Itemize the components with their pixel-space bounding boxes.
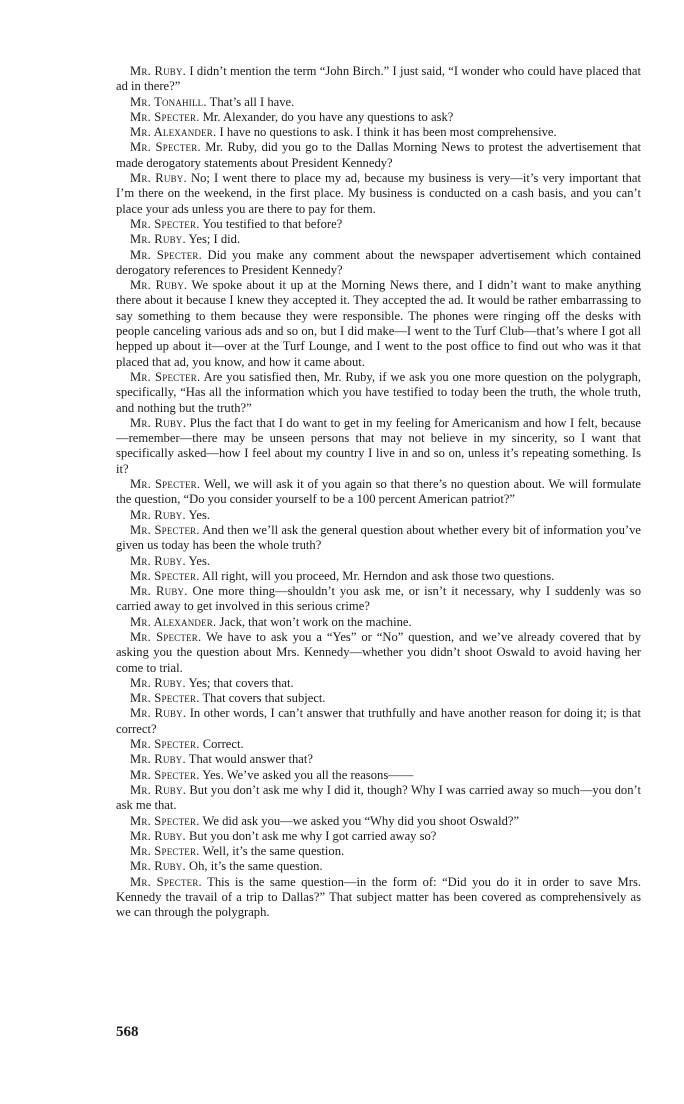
testimony-text: Yes; that covers that.	[185, 675, 294, 690]
testimony-paragraph	[116, 370, 641, 416]
testimony-paragraph	[116, 615, 641, 630]
testimony-text: We have to ask you a “Yes” or “No” question, and we’ve already covered that by asking you the question about Mrs. Kennedy—whether you didn’t shoot Oswald to avoid having her come to trial.	[116, 629, 641, 675]
testimony-paragraph	[116, 829, 641, 844]
speaker-name: Mr. Specter.	[130, 813, 200, 828]
testimony-paragraph	[116, 477, 641, 508]
testimony-paragraph	[116, 278, 641, 370]
testimony-paragraph	[116, 416, 641, 477]
testimony-paragraph	[116, 737, 641, 752]
testimony-text: And then we’ll ask the general question about whether every bit of information you’ve given us today has been the whole truth?	[116, 522, 641, 553]
testimony-text: Well, it’s the same question.	[199, 844, 345, 859]
testimony-paragraph	[116, 691, 641, 706]
testimony-paragraph	[116, 783, 641, 814]
speaker-name: Mr. Ruby.	[130, 64, 187, 78]
testimony-text: I have no questions to ask. I think it has been most comprehensive.	[216, 125, 557, 140]
speaker-name: Mr. Ruby.	[130, 859, 186, 874]
speaker-name: Mr. Specter.	[130, 844, 200, 859]
testimony-text: All right, will you proceed, Mr. Herndon and ask those two questions.	[199, 568, 555, 583]
speaker-name: Mr. Specter.	[130, 477, 201, 492]
speaker-name: Mr. Ruby.	[130, 584, 188, 599]
speaker-name: Mr. Specter.	[130, 140, 201, 155]
testimony-text: But you don’t ask me why I got carried away so?	[185, 828, 437, 843]
testimony-paragraph	[116, 523, 641, 554]
testimony-text: Jack, that won’t work on the machine.	[216, 614, 412, 629]
testimony-paragraph	[116, 64, 641, 95]
testimony-text: That’s all I have.	[206, 94, 295, 109]
speaker-name: Mr. Specter.	[130, 247, 202, 262]
testimony-text: Mr. Alexander, do you have any questions to ask?	[199, 109, 454, 124]
speaker-name: Mr. Ruby.	[130, 232, 186, 247]
testimony-text: One more thing—shouldn’t you ask me, or isn’t it necessary, why I suddenly was so carried away to get involved in this serious crime?	[116, 584, 641, 614]
speaker-name: Mr. Ruby.	[130, 706, 187, 721]
testimony-paragraph	[116, 248, 641, 279]
testimony-paragraph	[116, 875, 641, 921]
testimony-text: We did ask you—we asked you “Why did you shoot Oswald?”	[199, 813, 520, 828]
testimony-text: Yes.	[185, 553, 211, 568]
testimony-text: Did you make any comment about the newspaper advertisement which contained derogatory references to President Kennedy?	[116, 247, 641, 277]
testimony-paragraph	[116, 814, 641, 829]
testimony-text: Yes. We’ve asked you all the reasons——	[199, 767, 414, 782]
testimony-text: You testified to that before?	[199, 216, 343, 231]
testimony-paragraph	[116, 630, 641, 676]
speaker-name: Mr. Alexander.	[130, 125, 217, 140]
speaker-name: Mr. Specter.	[130, 737, 200, 752]
speaker-name: Mr. Ruby.	[130, 675, 186, 690]
testimony-paragraph	[116, 95, 641, 110]
speaker-name: Mr. Ruby.	[130, 507, 186, 522]
speaker-name: Mr. Ruby.	[130, 415, 187, 430]
speaker-name: Mr. Ruby.	[130, 752, 186, 767]
speaker-name: Mr. Specter.	[130, 216, 200, 231]
testimony-paragraph	[116, 752, 641, 767]
testimony-text: Oh, it’s the same question.	[185, 859, 323, 874]
testimony-paragraph	[116, 171, 641, 217]
speaker-name: Mr. Specter.	[130, 109, 200, 124]
testimony-text: Well, we will ask it of you again so that there’s no question about. We will formulate the question, “Do you consider yourself to be a 100 percent American patriot?”	[116, 477, 641, 507]
speaker-name: Mr. Alexander.	[130, 614, 217, 629]
testimony-paragraph	[116, 859, 641, 874]
testimony-text: No; I went there to place my ad, because my business is very—it’s very important that I’m there on the weekend, in the first place. My business is conducted on a cash basis, and you can’t place your ads unless you are there to pay for them.	[116, 171, 641, 216]
testimony-paragraph	[116, 110, 641, 125]
speaker-name: Mr. Specter.	[130, 629, 202, 644]
testimony-text: Are you satisfied then, Mr. Ruby, if we ask you one more question on the polygraph, specifically, “Has all the information which you have testified to today been the truth, the whole truth, and nothing but the truth?”	[116, 369, 641, 415]
speaker-name: Mr. Specter.	[130, 522, 200, 537]
testimony-paragraph	[116, 232, 641, 247]
testimony-text: Plus the fact that I do want to get in my feeling for Americanism and how I felt, because—remember—there may be unseen persons that may not believe in my sincerity, so I want that specifically asked—how I feel about my country I live in and so on, unless it’s repeating something. Is it?	[116, 415, 641, 476]
testimony-paragraph	[116, 844, 641, 859]
testimony-paragraph	[116, 140, 641, 171]
speaker-name: Mr. Specter.	[130, 369, 201, 384]
testimony-paragraph	[116, 584, 641, 615]
testimony-paragraph	[116, 125, 641, 140]
testimony-text: That would answer that?	[185, 752, 313, 767]
speaker-name: Mr. Ruby.	[130, 782, 187, 797]
testimony-text: That covers that subject.	[199, 691, 326, 706]
speaker-name: Mr. Specter.	[130, 874, 202, 889]
speaker-name: Mr. Ruby.	[130, 171, 187, 186]
testimony-text: This is the same question—in the form of: “Did you do it in order to save Mrs. Kennedy the travail of a trip to Dallas?” That subject matter has been covered as comprehensively as we can through the polygraph.	[116, 874, 641, 920]
speaker-name: Mr. Specter.	[130, 568, 200, 583]
speaker-name: Mr. Ruby.	[130, 828, 186, 843]
testimony-text: Correct.	[199, 737, 244, 752]
speaker-name: Mr. Ruby.	[130, 553, 186, 568]
speaker-name: Mr. Ruby.	[130, 278, 188, 293]
testimony-paragraph	[116, 768, 641, 783]
speaker-name: Mr. Tonahill.	[130, 94, 207, 109]
testimony-text: Yes.	[185, 507, 211, 522]
testimony-text: Yes; I did.	[185, 232, 241, 247]
testimony-paragraph	[116, 569, 641, 584]
testimony-text: I didn’t mention the term “John Birch.” I just said, “I wonder who could have placed that ad in there?”	[116, 64, 641, 94]
testimony-paragraph	[116, 676, 641, 691]
speaker-name: Mr. Specter.	[130, 691, 200, 706]
testimony-paragraph	[116, 554, 641, 569]
speaker-name: Mr. Specter.	[130, 767, 200, 782]
testimony-paragraph	[116, 508, 641, 523]
testimony-paragraph	[116, 706, 641, 737]
testimony-text: But you don’t ask me why I did it, though? Why I was carried away so much—you don’t ask me that.	[116, 782, 641, 813]
testimony-paragraph	[116, 217, 641, 232]
testimony-text: In other words, I can’t answer that truthfully and have another reason for doing it; is that correct?	[116, 706, 641, 736]
page-number: 568	[116, 1024, 139, 1040]
transcript-body	[116, 64, 641, 921]
testimony-text: We spoke about it up at the Morning News there, and I didn’t want to make anything there about it because I knew they accepted it. They accepted the ad. It would be rather embarrassing to say something to them because they were responsible. The phones were ringing off the desks with people canceling various ads and so on, but I did make—I went to the Turf Club—that’s where I got all hepped up about it—over at the Turf Lounge, and I went to the post office to find out who was it that placed that ad, you know, and how it came about.	[116, 278, 641, 369]
testimony-text: Mr. Ruby, did you go to the Dallas Morning News to protest the advertisement that made derogatory statements about President Kennedy?	[116, 140, 641, 170]
